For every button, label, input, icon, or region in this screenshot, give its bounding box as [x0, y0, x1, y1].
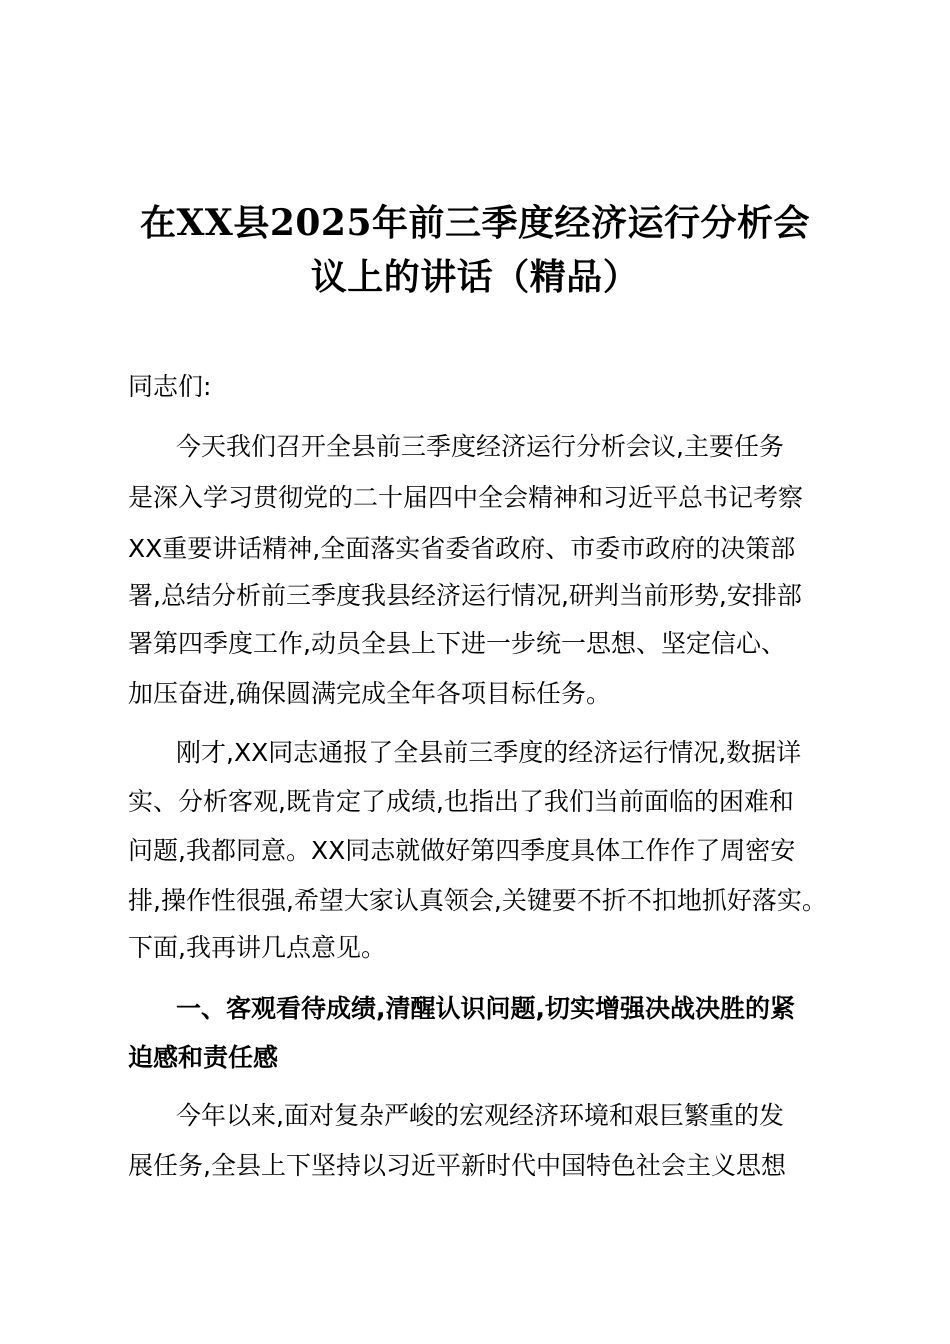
- paragraph-1-line: 是深入学习贯彻党的二十届四中全会精神和习近平总书记考察: [128, 483, 804, 512]
- paragraph-2-line: 问题,我都同意。XX同志就做好第四季度具体工作作了周密安: [128, 836, 796, 865]
- paragraph-2-line: 刚才,XX同志通报了全县前三季度的经济运行情况,数据详: [176, 738, 802, 767]
- paragraph-2-line: 下面,我再讲几点意见。: [128, 933, 386, 962]
- paragraph-1-line: 署,总结分析前三季度我县经济运行情况,研判当前形势,安排部: [128, 581, 802, 610]
- document-title-line-2: 议上的讲话（精品）: [310, 256, 640, 298]
- document-title-line-1: 在XX县2025年前三季度经济运行分析会: [139, 202, 811, 244]
- paragraph-1-line: 加压奋进,确保圆满完成全年各项目标任务。: [128, 679, 611, 708]
- section-heading-1-line: 一、客观看待成绩,清醒认识问题,切实增强决战决胜的紧: [176, 994, 795, 1023]
- paragraph-3-line: 展任务,全县上下坚持以习近平新时代中国特色社会主义思想: [128, 1151, 786, 1180]
- section-heading-1-line: 迫感和责任感: [128, 1043, 279, 1072]
- paragraph-3-line: 今年以来,面对复杂严峻的宏观经济环境和艰巨繁重的发: [176, 1101, 784, 1130]
- salutation: 同志们:: [128, 372, 212, 401]
- paragraph-2-line: 排,操作性很强,希望大家认真领会,关键要不折不扣地抓好落实。: [128, 886, 827, 915]
- paragraph-2-line: 实、分析客观,既肯定了成绩,也指出了我们当前面临的困难和: [128, 787, 794, 816]
- paragraph-1-line: 今天我们召开全县前三季度经济运行分析会议,主要任务: [176, 432, 784, 461]
- paragraph-1-line: XX重要讲话精神,全面落实省委省政府、市委市政府的决策部: [128, 534, 796, 563]
- paragraph-1-line: 署第四季度工作,动员全县上下进一步统一思想、坚定信心、: [128, 629, 786, 658]
